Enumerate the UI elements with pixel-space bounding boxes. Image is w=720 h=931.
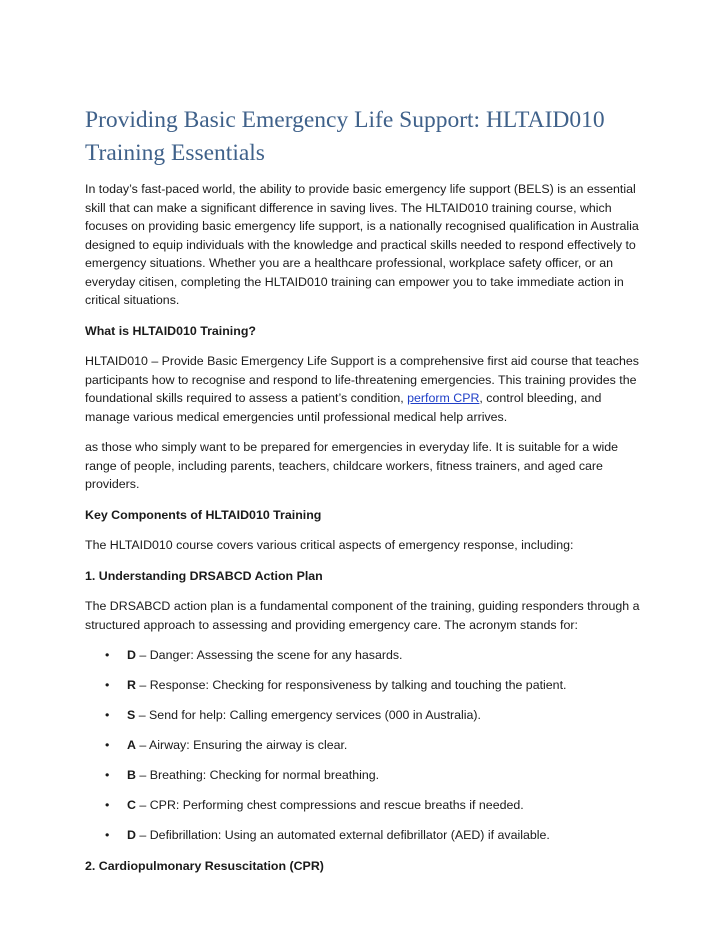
list-item-letter: A (127, 738, 136, 752)
list-item (85, 826, 645, 845)
page-title: Providing Basic Emergency Life Support: HLTAID010 Training Essentials (85, 107, 605, 166)
list-item-letter: S (127, 708, 136, 722)
bullet-icon: • (105, 738, 110, 752)
list-item-text: – Danger: Assessing the scene for any hasards. (135, 648, 403, 662)
drsabcd-list (85, 646, 645, 845)
bullet-icon: • (105, 798, 110, 812)
what-is-text-after-link: , control bleeding, and manage various medical emergencies until professional medical help arrives. (85, 391, 602, 424)
list-item-text: – Defibrillation: Using an automated external defibrillator (AED) if available. (135, 828, 550, 842)
list-item (85, 646, 645, 665)
section-heading-key-components: Key Components of HLTAID010 Training (85, 507, 322, 522)
list-item (85, 736, 645, 755)
bullet-icon: • (105, 768, 110, 782)
list-item-letter: D (127, 828, 136, 842)
list-item (85, 796, 645, 815)
list-item (85, 676, 645, 695)
bullet-icon: • (105, 648, 110, 662)
list-item-text: – Breathing: Checking for normal breathing. (135, 768, 380, 782)
bullet-icon: • (105, 678, 110, 692)
list-item-letter: B (127, 768, 136, 782)
bullet-icon: • (105, 708, 110, 722)
list-item-text: – CPR: Performing chest compressions and rescue breaths if needed. (135, 798, 524, 812)
bullet-icon: • (105, 828, 110, 842)
list-item-letter: R (127, 678, 136, 692)
intro-paragraph: In today’s fast-paced world, the ability to provide basic emergency life support (BELS) is an essential skill that can make a significant difference in saving lives. The HLTAID010 training course, which focuses on providing basic emergency life support, is a nationally recognised qualification in Australia designed to equip individuals with the knowledge and practical skills needed to respond effectively to emergency situations. Whether you are a healthcare professional, workplace safety officer, or an everyday citisen, completing the HLTAID010 training can empower you to take immediate action in critical situations. (85, 182, 639, 307)
perform-cpr-link[interactable]: perform CPR (407, 391, 480, 405)
document-body (85, 104, 645, 875)
list-item (85, 766, 645, 785)
key-components-paragraph: The HLTAID010 course covers various critical aspects of emergency response, including: (85, 538, 574, 552)
list-item-text: – Airway: Ensuring the airway is clear. (135, 738, 348, 752)
section-heading-drsabcd: 1. Understanding DRSABCD Action Plan (85, 568, 323, 583)
section-heading-what-is: What is HLTAID010 Training? (85, 323, 256, 338)
what-is-text-before-link: HLTAID010 – Provide Basic Emergency Life Support is a comprehensive first aid course that teaches participants how to recognise and respond to life-threatening emergencies. This training provides the foundational skills required to assess a patient’s condition, (85, 354, 639, 405)
list-item-letter: D (127, 648, 136, 662)
drsabcd-paragraph: The DRSABCD action plan is a fundamental component of the training, guiding responders through a structured approach to assessing and providing emergency care. The acronym stands for: (85, 599, 640, 632)
section-heading-cpr: 2. Cardiopulmonary Resuscitation (CPR) (85, 858, 324, 873)
list-item-text: – Response: Checking for responsiveness by talking and touching the patient. (135, 678, 567, 692)
list-item (85, 706, 645, 725)
list-item-text: – Send for help: Calling emergency services (000 in Australia). (135, 708, 481, 722)
what-is-paragraph (85, 352, 645, 426)
list-item-letter: C (127, 798, 136, 812)
suitability-paragraph: as those who simply want to be prepared for emergencies in everyday life. It is suitable for a wide range of people, including parents, teachers, childcare workers, fitness trainers, and aged care providers. (85, 440, 619, 491)
